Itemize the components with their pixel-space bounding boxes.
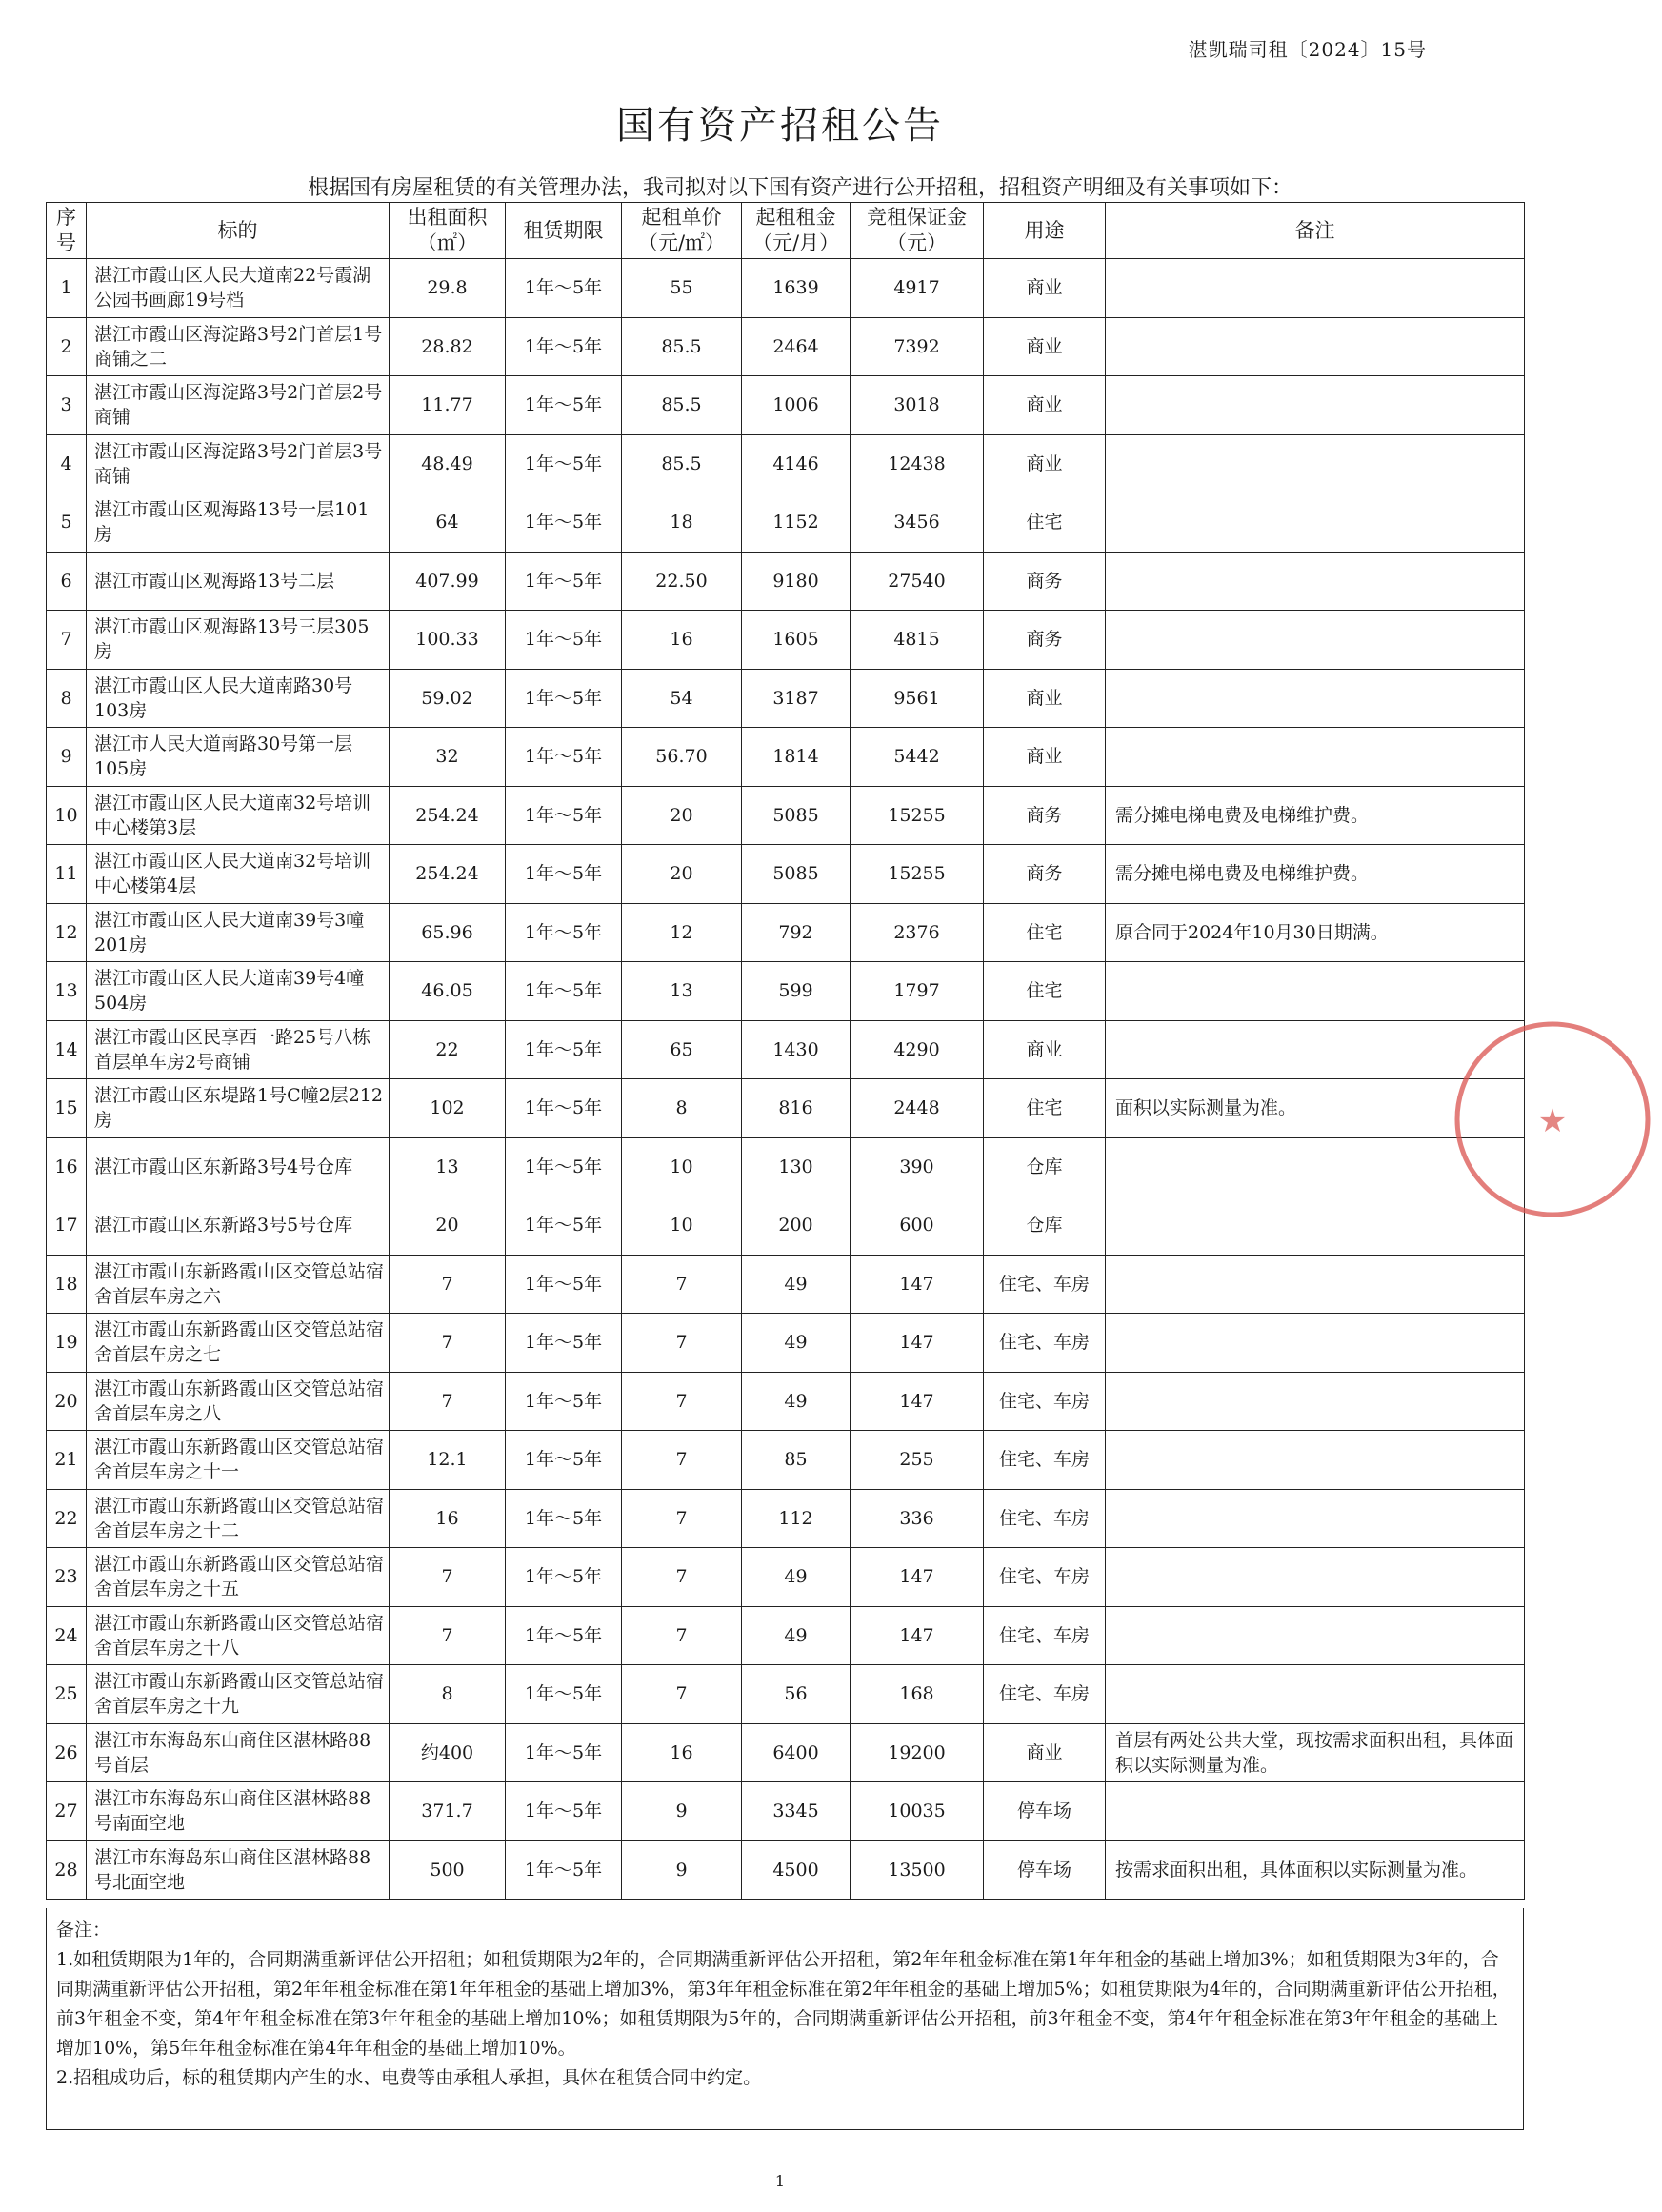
cell-term: 1年～5年 — [506, 1665, 622, 1724]
cell-no: 19 — [47, 1314, 87, 1373]
cell-unit-price: 9 — [622, 1782, 742, 1841]
cell-no: 6 — [47, 552, 87, 611]
cell-term: 1年～5年 — [506, 259, 622, 318]
cell-term: 1年～5年 — [506, 845, 622, 904]
cell-use: 住宅 — [984, 903, 1106, 962]
cell-no: 17 — [47, 1196, 87, 1256]
cell-rent: 5085 — [742, 845, 851, 904]
cell-no: 9 — [47, 728, 87, 787]
cell-deposit: 9561 — [851, 669, 984, 728]
cell-deposit: 15255 — [851, 845, 984, 904]
cell-use: 住宅 — [984, 493, 1106, 553]
cell-area: 254.24 — [390, 845, 506, 904]
table-row — [47, 845, 1525, 904]
cell-unit-price: 16 — [622, 611, 742, 670]
table-row — [47, 1723, 1525, 1782]
cell-target: 湛江市霞山东新路霞山区交管总站宿舍首层车房之十一 — [87, 1431, 390, 1490]
cell-area: 12.1 — [390, 1431, 506, 1490]
cell-target: 湛江市霞山东新路霞山区交管总站宿舍首层车房之十九 — [87, 1665, 390, 1724]
cell-unit-price: 85.5 — [622, 376, 742, 435]
cell-term: 1年～5年 — [506, 903, 622, 962]
cell-rent: 816 — [742, 1079, 851, 1138]
cell-term: 1年～5年 — [506, 1840, 622, 1900]
table-row — [47, 1196, 1525, 1256]
cell-unit-price: 10 — [622, 1196, 742, 1256]
cell-deposit: 147 — [851, 1606, 984, 1665]
cell-remark — [1106, 434, 1525, 493]
cell-area: 22 — [390, 1020, 506, 1079]
cell-remark — [1106, 1372, 1525, 1431]
cell-unit-price: 7 — [622, 1548, 742, 1607]
cell-target: 湛江市霞山东新路霞山区交管总站宿舍首层车房之十八 — [87, 1606, 390, 1665]
cell-target: 湛江市人民大道南路30号第一层105房 — [87, 728, 390, 787]
cell-use: 住宅 — [984, 962, 1106, 1021]
table-row — [47, 1314, 1525, 1373]
cell-remark — [1106, 1431, 1525, 1490]
cell-remark — [1106, 1782, 1525, 1841]
cell-target: 湛江市霞山区东新路3号4号仓库 — [87, 1137, 390, 1196]
table-row — [47, 1548, 1525, 1607]
cell-unit-price: 8 — [622, 1079, 742, 1138]
cell-target: 湛江市霞山区观海路13号二层 — [87, 552, 390, 611]
cell-remark — [1106, 493, 1525, 553]
cell-deposit: 1797 — [851, 962, 984, 1021]
cell-deposit: 2448 — [851, 1079, 984, 1138]
cell-use: 住宅、车房 — [984, 1665, 1106, 1724]
table-row — [47, 493, 1525, 553]
cell-term: 1年～5年 — [506, 1255, 622, 1314]
cell-no: 15 — [47, 1079, 87, 1138]
cell-target: 湛江市霞山东新路霞山区交管总站宿舍首层车房之十二 — [87, 1489, 390, 1548]
cell-use: 停车场 — [984, 1782, 1106, 1841]
cell-term: 1年～5年 — [506, 962, 622, 1021]
cell-target: 湛江市霞山区人民大道南22号霞湖公园书画廊19号档 — [87, 259, 390, 318]
note-item-2: 2.招租成功后，标的租赁期内产生的水、电费等由承租人承担，具体在租赁合同中约定。 — [56, 2067, 762, 2088]
table-row — [47, 1372, 1525, 1431]
cell-no: 13 — [47, 962, 87, 1021]
cell-target: 湛江市东海岛东山商住区湛林路88号北面空地 — [87, 1840, 390, 1900]
cell-remark: 需分摊电梯电费及电梯维护费。 — [1106, 786, 1525, 845]
cell-rent: 56 — [742, 1665, 851, 1724]
cell-area: 102 — [390, 1079, 506, 1138]
cell-use: 商业 — [984, 1723, 1106, 1782]
table-row — [47, 317, 1525, 376]
cell-rent: 9180 — [742, 552, 851, 611]
cell-unit-price: 16 — [622, 1723, 742, 1782]
cell-area: 100.33 — [390, 611, 506, 670]
cell-use: 停车场 — [984, 1840, 1106, 1900]
cell-use: 商业 — [984, 1020, 1106, 1079]
cell-area: 254.24 — [390, 786, 506, 845]
cell-unit-price: 9 — [622, 1840, 742, 1900]
cell-no: 14 — [47, 1020, 87, 1079]
cell-deposit: 147 — [851, 1314, 984, 1373]
cell-deposit: 3018 — [851, 376, 984, 435]
cell-area: 28.82 — [390, 317, 506, 376]
cell-term: 1年～5年 — [506, 1372, 622, 1431]
cell-target: 湛江市霞山区观海路13号一层101房 — [87, 493, 390, 553]
cell-target: 湛江市霞山东新路霞山区交管总站宿舍首层车房之八 — [87, 1372, 390, 1431]
cell-rent: 1152 — [742, 493, 851, 553]
cell-rent: 1605 — [742, 611, 851, 670]
cell-area: 7 — [390, 1372, 506, 1431]
cell-no: 26 — [47, 1723, 87, 1782]
cell-no: 21 — [47, 1431, 87, 1490]
cell-area: 371.7 — [390, 1782, 506, 1841]
cell-area: 59.02 — [390, 669, 506, 728]
cell-use: 住宅、车房 — [984, 1548, 1106, 1607]
cell-unit-price: 7 — [622, 1372, 742, 1431]
cell-area: 48.49 — [390, 434, 506, 493]
cell-rent: 6400 — [742, 1723, 851, 1782]
cell-use: 仓库 — [984, 1137, 1106, 1196]
assets-table — [46, 202, 1525, 1900]
cell-deposit: 27540 — [851, 552, 984, 611]
cell-area: 29.8 — [390, 259, 506, 318]
cell-area: 7 — [390, 1606, 506, 1665]
cell-unit-price: 12 — [622, 903, 742, 962]
cell-remark — [1106, 259, 1525, 318]
table-row — [47, 259, 1525, 318]
cell-remark — [1106, 317, 1525, 376]
cell-deposit: 336 — [851, 1489, 984, 1548]
cell-use: 住宅 — [984, 1079, 1106, 1138]
cell-no: 12 — [47, 903, 87, 962]
cell-use: 商业 — [984, 317, 1106, 376]
cell-no: 11 — [47, 845, 87, 904]
cell-term: 1年～5年 — [506, 611, 622, 670]
cell-deposit: 147 — [851, 1255, 984, 1314]
cell-remark: 原合同于2024年10月30日期满。 — [1106, 903, 1525, 962]
notes-section — [46, 1908, 1524, 2130]
header-rent: 起租租金（元/月） — [742, 203, 851, 259]
cell-term: 1年～5年 — [506, 1020, 622, 1079]
document-number: 湛凯瑞司租〔2024〕15号 — [1188, 38, 1427, 61]
cell-use: 商业 — [984, 728, 1106, 787]
cell-no: 27 — [47, 1782, 87, 1841]
cell-term: 1年～5年 — [506, 669, 622, 728]
header-term: 租赁期限 — [506, 203, 622, 259]
cell-rent: 792 — [742, 903, 851, 962]
cell-deposit: 168 — [851, 1665, 984, 1724]
cell-use: 住宅、车房 — [984, 1314, 1106, 1373]
cell-rent: 49 — [742, 1548, 851, 1607]
cell-rent: 4146 — [742, 434, 851, 493]
header-deposit: 竞租保证金（元） — [851, 203, 984, 259]
cell-term: 1年～5年 — [506, 1079, 622, 1138]
cell-use: 商务 — [984, 845, 1106, 904]
cell-term: 1年～5年 — [506, 1314, 622, 1373]
cell-use: 住宅、车房 — [984, 1606, 1106, 1665]
cell-unit-price: 7 — [622, 1431, 742, 1490]
cell-rent: 49 — [742, 1606, 851, 1665]
cell-remark: 按需求面积出租，具体面积以实际测量为准。 — [1106, 1840, 1525, 1900]
cell-deposit: 147 — [851, 1548, 984, 1607]
cell-term: 1年～5年 — [506, 1606, 622, 1665]
cell-rent: 1814 — [742, 728, 851, 787]
cell-term: 1年～5年 — [506, 1431, 622, 1490]
cell-target: 湛江市霞山区人民大道南39号4幢504房 — [87, 962, 390, 1021]
cell-deposit: 255 — [851, 1431, 984, 1490]
cell-rent: 599 — [742, 962, 851, 1021]
cell-remark: 首层有两处公共大堂，现按需求面积出租，具体面积以实际测量为准。 — [1106, 1723, 1525, 1782]
cell-rent: 1639 — [742, 259, 851, 318]
header-use: 用途 — [984, 203, 1106, 259]
cell-term: 1年～5年 — [506, 1782, 622, 1841]
cell-no: 1 — [47, 259, 87, 318]
cell-term: 1年～5年 — [506, 728, 622, 787]
cell-no: 3 — [47, 376, 87, 435]
cell-area: 46.05 — [390, 962, 506, 1021]
cell-unit-price: 85.5 — [622, 317, 742, 376]
cell-no: 22 — [47, 1489, 87, 1548]
cell-rent: 4500 — [742, 1840, 851, 1900]
cell-no: 20 — [47, 1372, 87, 1431]
cell-deposit: 147 — [851, 1372, 984, 1431]
cell-rent: 5085 — [742, 786, 851, 845]
cell-no: 23 — [47, 1548, 87, 1607]
cell-rent: 2464 — [742, 317, 851, 376]
cell-no: 28 — [47, 1840, 87, 1900]
cell-area: 65.96 — [390, 903, 506, 962]
table-row — [47, 786, 1525, 845]
company-seal-stamp — [1443, 1010, 1662, 1229]
cell-target: 湛江市霞山区海淀路3号2门首层2号商铺 — [87, 376, 390, 435]
cell-use: 仓库 — [984, 1196, 1106, 1256]
cell-no: 5 — [47, 493, 87, 553]
cell-unit-price: 54 — [622, 669, 742, 728]
cell-area: 8 — [390, 1665, 506, 1724]
cell-rent: 112 — [742, 1489, 851, 1548]
cell-remark — [1106, 376, 1525, 435]
table-row — [47, 1020, 1525, 1079]
cell-term: 1年～5年 — [506, 1723, 622, 1782]
cell-deposit: 5442 — [851, 728, 984, 787]
cell-unit-price: 7 — [622, 1255, 742, 1314]
table-row — [47, 1782, 1525, 1841]
cell-target: 湛江市霞山东新路霞山区交管总站宿舍首层车房之十五 — [87, 1548, 390, 1607]
cell-term: 1年～5年 — [506, 376, 622, 435]
cell-unit-price: 13 — [622, 962, 742, 1021]
cell-remark — [1106, 1255, 1525, 1314]
cell-deposit: 19200 — [851, 1723, 984, 1782]
cell-use: 商业 — [984, 434, 1106, 493]
cell-use: 商业 — [984, 376, 1106, 435]
table-row — [47, 1431, 1525, 1490]
cell-no: 18 — [47, 1255, 87, 1314]
cell-target: 湛江市霞山区海淀路3号2门首层1号商铺之二 — [87, 317, 390, 376]
header-no: 序号 — [47, 203, 87, 259]
cell-deposit: 600 — [851, 1196, 984, 1256]
cell-unit-price: 20 — [622, 786, 742, 845]
cell-unit-price: 7 — [622, 1665, 742, 1724]
table-row — [47, 962, 1525, 1021]
cell-no: 2 — [47, 317, 87, 376]
cell-target: 湛江市霞山区东堤路1号C幢2层212房 — [87, 1079, 390, 1138]
header-unit-price: 起租单价（元/㎡） — [622, 203, 742, 259]
cell-use: 住宅、车房 — [984, 1489, 1106, 1548]
cell-unit-price: 22.50 — [622, 552, 742, 611]
cell-rent: 3345 — [742, 1782, 851, 1841]
cell-area: 16 — [390, 1489, 506, 1548]
cell-remark — [1106, 728, 1525, 787]
cell-rent: 3187 — [742, 669, 851, 728]
cell-area: 500 — [390, 1840, 506, 1900]
cell-unit-price: 10 — [622, 1137, 742, 1196]
cell-target: 湛江市霞山区民享西一路25号八栋首层单车房2号商铺 — [87, 1020, 390, 1079]
cell-remark: 需分摊电梯电费及电梯维护费。 — [1106, 845, 1525, 904]
cell-target: 湛江市霞山东新路霞山区交管总站宿舍首层车房之七 — [87, 1314, 390, 1373]
cell-unit-price: 7 — [622, 1314, 742, 1373]
cell-target: 湛江市霞山东新路霞山区交管总站宿舍首层车房之六 — [87, 1255, 390, 1314]
cell-rent: 49 — [742, 1255, 851, 1314]
cell-no: 25 — [47, 1665, 87, 1724]
table-row — [47, 728, 1525, 787]
cell-use: 商业 — [984, 669, 1106, 728]
table-row — [47, 669, 1525, 728]
cell-term: 1年～5年 — [506, 434, 622, 493]
cell-unit-price: 56.70 — [622, 728, 742, 787]
table-row — [47, 1137, 1525, 1196]
cell-unit-price: 7 — [622, 1606, 742, 1665]
header-remark: 备注 — [1106, 203, 1525, 259]
header-target: 标的 — [87, 203, 390, 259]
cell-area: 64 — [390, 493, 506, 553]
cell-target: 湛江市霞山区人民大道南39号3幢201房 — [87, 903, 390, 962]
cell-deposit: 4917 — [851, 259, 984, 318]
table-row — [47, 552, 1525, 611]
cell-deposit: 13500 — [851, 1840, 984, 1900]
cell-no: 10 — [47, 786, 87, 845]
cell-deposit: 12438 — [851, 434, 984, 493]
cell-area: 7 — [390, 1314, 506, 1373]
cell-area: 7 — [390, 1255, 506, 1314]
cell-remark — [1106, 1489, 1525, 1548]
cell-rent: 1430 — [742, 1020, 851, 1079]
cell-unit-price: 85.5 — [622, 434, 742, 493]
cell-rent: 49 — [742, 1372, 851, 1431]
cell-no: 7 — [47, 611, 87, 670]
cell-rent: 49 — [742, 1314, 851, 1373]
cell-deposit: 7392 — [851, 317, 984, 376]
cell-target: 湛江市霞山区人民大道南32号培训中心楼第3层 — [87, 786, 390, 845]
table-row — [47, 1255, 1525, 1314]
cell-area: 11.77 — [390, 376, 506, 435]
cell-term: 1年～5年 — [506, 552, 622, 611]
cell-deposit: 390 — [851, 1137, 984, 1196]
cell-target: 湛江市霞山区人民大道南32号培训中心楼第4层 — [87, 845, 390, 904]
cell-no: 24 — [47, 1606, 87, 1665]
cell-remark — [1106, 552, 1525, 611]
cell-target: 湛江市霞山区海淀路3号2门首层3号商铺 — [87, 434, 390, 493]
cell-target: 湛江市霞山区人民大道南路30号103房 — [87, 669, 390, 728]
cell-use: 商务 — [984, 552, 1106, 611]
cell-deposit: 2376 — [851, 903, 984, 962]
page-number: 1 — [774, 2172, 786, 2190]
cell-rent: 200 — [742, 1196, 851, 1256]
table-row — [47, 1665, 1525, 1724]
cell-deposit: 10035 — [851, 1782, 984, 1841]
table-row — [47, 1079, 1525, 1138]
cell-use: 商务 — [984, 786, 1106, 845]
cell-rent: 85 — [742, 1431, 851, 1490]
table-row — [47, 903, 1525, 962]
cell-term: 1年～5年 — [506, 493, 622, 553]
table-row — [47, 1489, 1525, 1548]
header-area: 出租面积（㎡） — [390, 203, 506, 259]
cell-no: 4 — [47, 434, 87, 493]
cell-rent: 130 — [742, 1137, 851, 1196]
page-title: 国有资产招租公告 — [616, 104, 944, 148]
intro-paragraph: 根据国有房屋租赁的有关管理办法，我司拟对以下国有资产进行公开招租，招租资产明细及有关事项如下： — [307, 176, 1292, 200]
cell-remark — [1106, 1314, 1525, 1373]
table-row — [47, 434, 1525, 493]
cell-term: 1年～5年 — [506, 786, 622, 845]
cell-use: 住宅、车房 — [984, 1255, 1106, 1314]
cell-unit-price: 55 — [622, 259, 742, 318]
cell-term: 1年～5年 — [506, 1548, 622, 1607]
cell-deposit: 4290 — [851, 1020, 984, 1079]
cell-target: 湛江市霞山区东新路3号5号仓库 — [87, 1196, 390, 1256]
cell-remark — [1106, 1606, 1525, 1665]
cell-unit-price: 18 — [622, 493, 742, 553]
cell-remark — [1106, 1548, 1525, 1607]
cell-area: 32 — [390, 728, 506, 787]
cell-target: 湛江市东海岛东山商住区湛林路88号南面空地 — [87, 1782, 390, 1841]
cell-remark — [1106, 611, 1525, 670]
cell-area: 7 — [390, 1548, 506, 1607]
cell-term: 1年～5年 — [506, 1137, 622, 1196]
cell-rent: 1006 — [742, 376, 851, 435]
cell-unit-price: 7 — [622, 1489, 742, 1548]
cell-area: 约400 — [390, 1723, 506, 1782]
cell-deposit: 15255 — [851, 786, 984, 845]
cell-use: 商务 — [984, 611, 1106, 670]
note-item-1: 1.如租赁期限为1年的，合同期满重新评估公开招租；如租赁期限为2年的，合同期满重新评估公开招租，第2年年租金标准在第1年年租金的基础上增加3%；如租赁期限为3年的，合同期满重新评估公开招租，第2年年租金标准在第1年年租金的基础上增加3%，第3年年租金标准在第2年年租金的基础上增加5%；如租赁期限为4年的，合同期满重新评估公开招租，前3年租金不变，第4年年租金标准在第3年年租金的基础上增加10%；如租赁期限为5年的，合同期满重新评估公开招租，前3年租金不变，第4年年租金标准在第3年年租金的基础上增加10%，第5年年租金标准在第4年年租金的基础上增加10%。 — [56, 1949, 1511, 2059]
table-header-row — [47, 203, 1525, 259]
cell-area: 407.99 — [390, 552, 506, 611]
cell-term: 1年～5年 — [506, 1489, 622, 1548]
cell-unit-price: 65 — [622, 1020, 742, 1079]
svg-text:★: ★ — [1537, 1102, 1568, 1140]
notes-heading: 备注： — [56, 1920, 111, 1941]
table-row — [47, 1840, 1525, 1900]
cell-no: 16 — [47, 1137, 87, 1196]
cell-remark — [1106, 1665, 1525, 1724]
cell-target: 湛江市霞山区观海路13号三层305房 — [87, 611, 390, 670]
cell-term: 1年～5年 — [506, 1196, 622, 1256]
cell-deposit: 4815 — [851, 611, 984, 670]
table-body — [47, 259, 1525, 1900]
table-row — [47, 611, 1525, 670]
cell-use: 商业 — [984, 259, 1106, 318]
cell-area: 20 — [390, 1196, 506, 1256]
cell-target: 湛江市东海岛东山商住区湛林路88号首层 — [87, 1723, 390, 1782]
cell-area: 13 — [390, 1137, 506, 1196]
cell-no: 8 — [47, 669, 87, 728]
table-row — [47, 1606, 1525, 1665]
cell-remark — [1106, 669, 1525, 728]
cell-use: 住宅、车房 — [984, 1431, 1106, 1490]
cell-remark: 面积以实际测量为准。 — [1106, 1079, 1525, 1138]
cell-use: 住宅、车房 — [984, 1372, 1106, 1431]
cell-deposit: 3456 — [851, 493, 984, 553]
table-row — [47, 376, 1525, 435]
cell-unit-price: 20 — [622, 845, 742, 904]
cell-term: 1年～5年 — [506, 317, 622, 376]
